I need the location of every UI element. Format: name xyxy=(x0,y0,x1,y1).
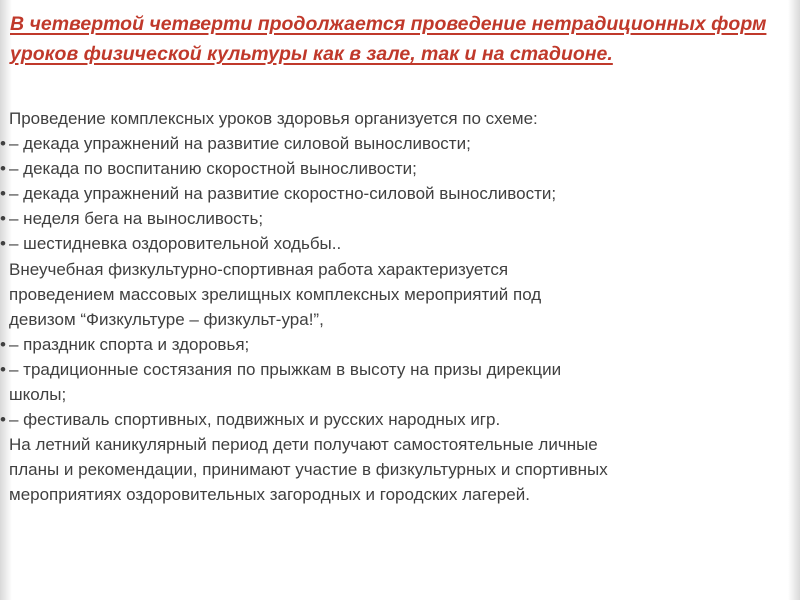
list-item: • – праздник спорта и здоровья; xyxy=(0,332,792,357)
list-item: • – шестидневка оздоровительной ходьбы.. xyxy=(0,231,792,256)
slide-title: В четвертой четверти продолжается проведение нетрадиционных форм уроков физической культуры как в зале, так и на стадионе. xyxy=(10,13,767,65)
summer-text: На летний каникулярный период дети получают самостоятельные личные xyxy=(9,435,598,455)
bullet-icon: • xyxy=(0,234,6,254)
bullet-icon: • xyxy=(0,159,6,179)
bullet-icon: • xyxy=(0,359,6,379)
extracurricular-text: проведением массовых зрелищных комплексных мероприятий под xyxy=(9,284,542,304)
list-item: • – фестиваль спортивных, подвижных и русских народных игр. xyxy=(0,407,792,432)
bullet-icon: • xyxy=(0,334,6,354)
list-item: • – декада упражнений на развитие скоростно-силовой выносливости; xyxy=(0,181,792,206)
summer-text: мероприятиях оздоровительных загородных и городских лагерей. xyxy=(9,485,530,505)
bullet-icon: • xyxy=(0,209,6,229)
list-item: • – декада по воспитанию скоростной выносливости; xyxy=(0,156,792,181)
extracurricular-text: девизом “Физкультуре – физкульт-ура!”, xyxy=(9,309,324,329)
bullet-icon: • xyxy=(0,184,6,204)
bullet-icon: • xyxy=(0,134,6,154)
list-item: • – традиционные состязания по прыжкам в высоту на призы дирекции xyxy=(0,357,792,382)
summer-text: планы и рекомендации, принимают участие в физкультурных и спортивных xyxy=(9,460,608,480)
list-item-continuation: школы; xyxy=(9,385,67,405)
intro-text: Проведение комплексных уроков здоровья организуется по схеме: xyxy=(9,109,538,128)
extracurricular-text: Внеучебная физкультурно-спортивная работа характеризуется xyxy=(9,259,509,279)
slide-body xyxy=(0,106,792,508)
list-item: • – неделя бега на выносливость; xyxy=(0,206,792,231)
bullet-icon: • xyxy=(0,410,6,430)
list-item: • – декада упражнений на развитие силовой выносливости; xyxy=(0,131,792,156)
